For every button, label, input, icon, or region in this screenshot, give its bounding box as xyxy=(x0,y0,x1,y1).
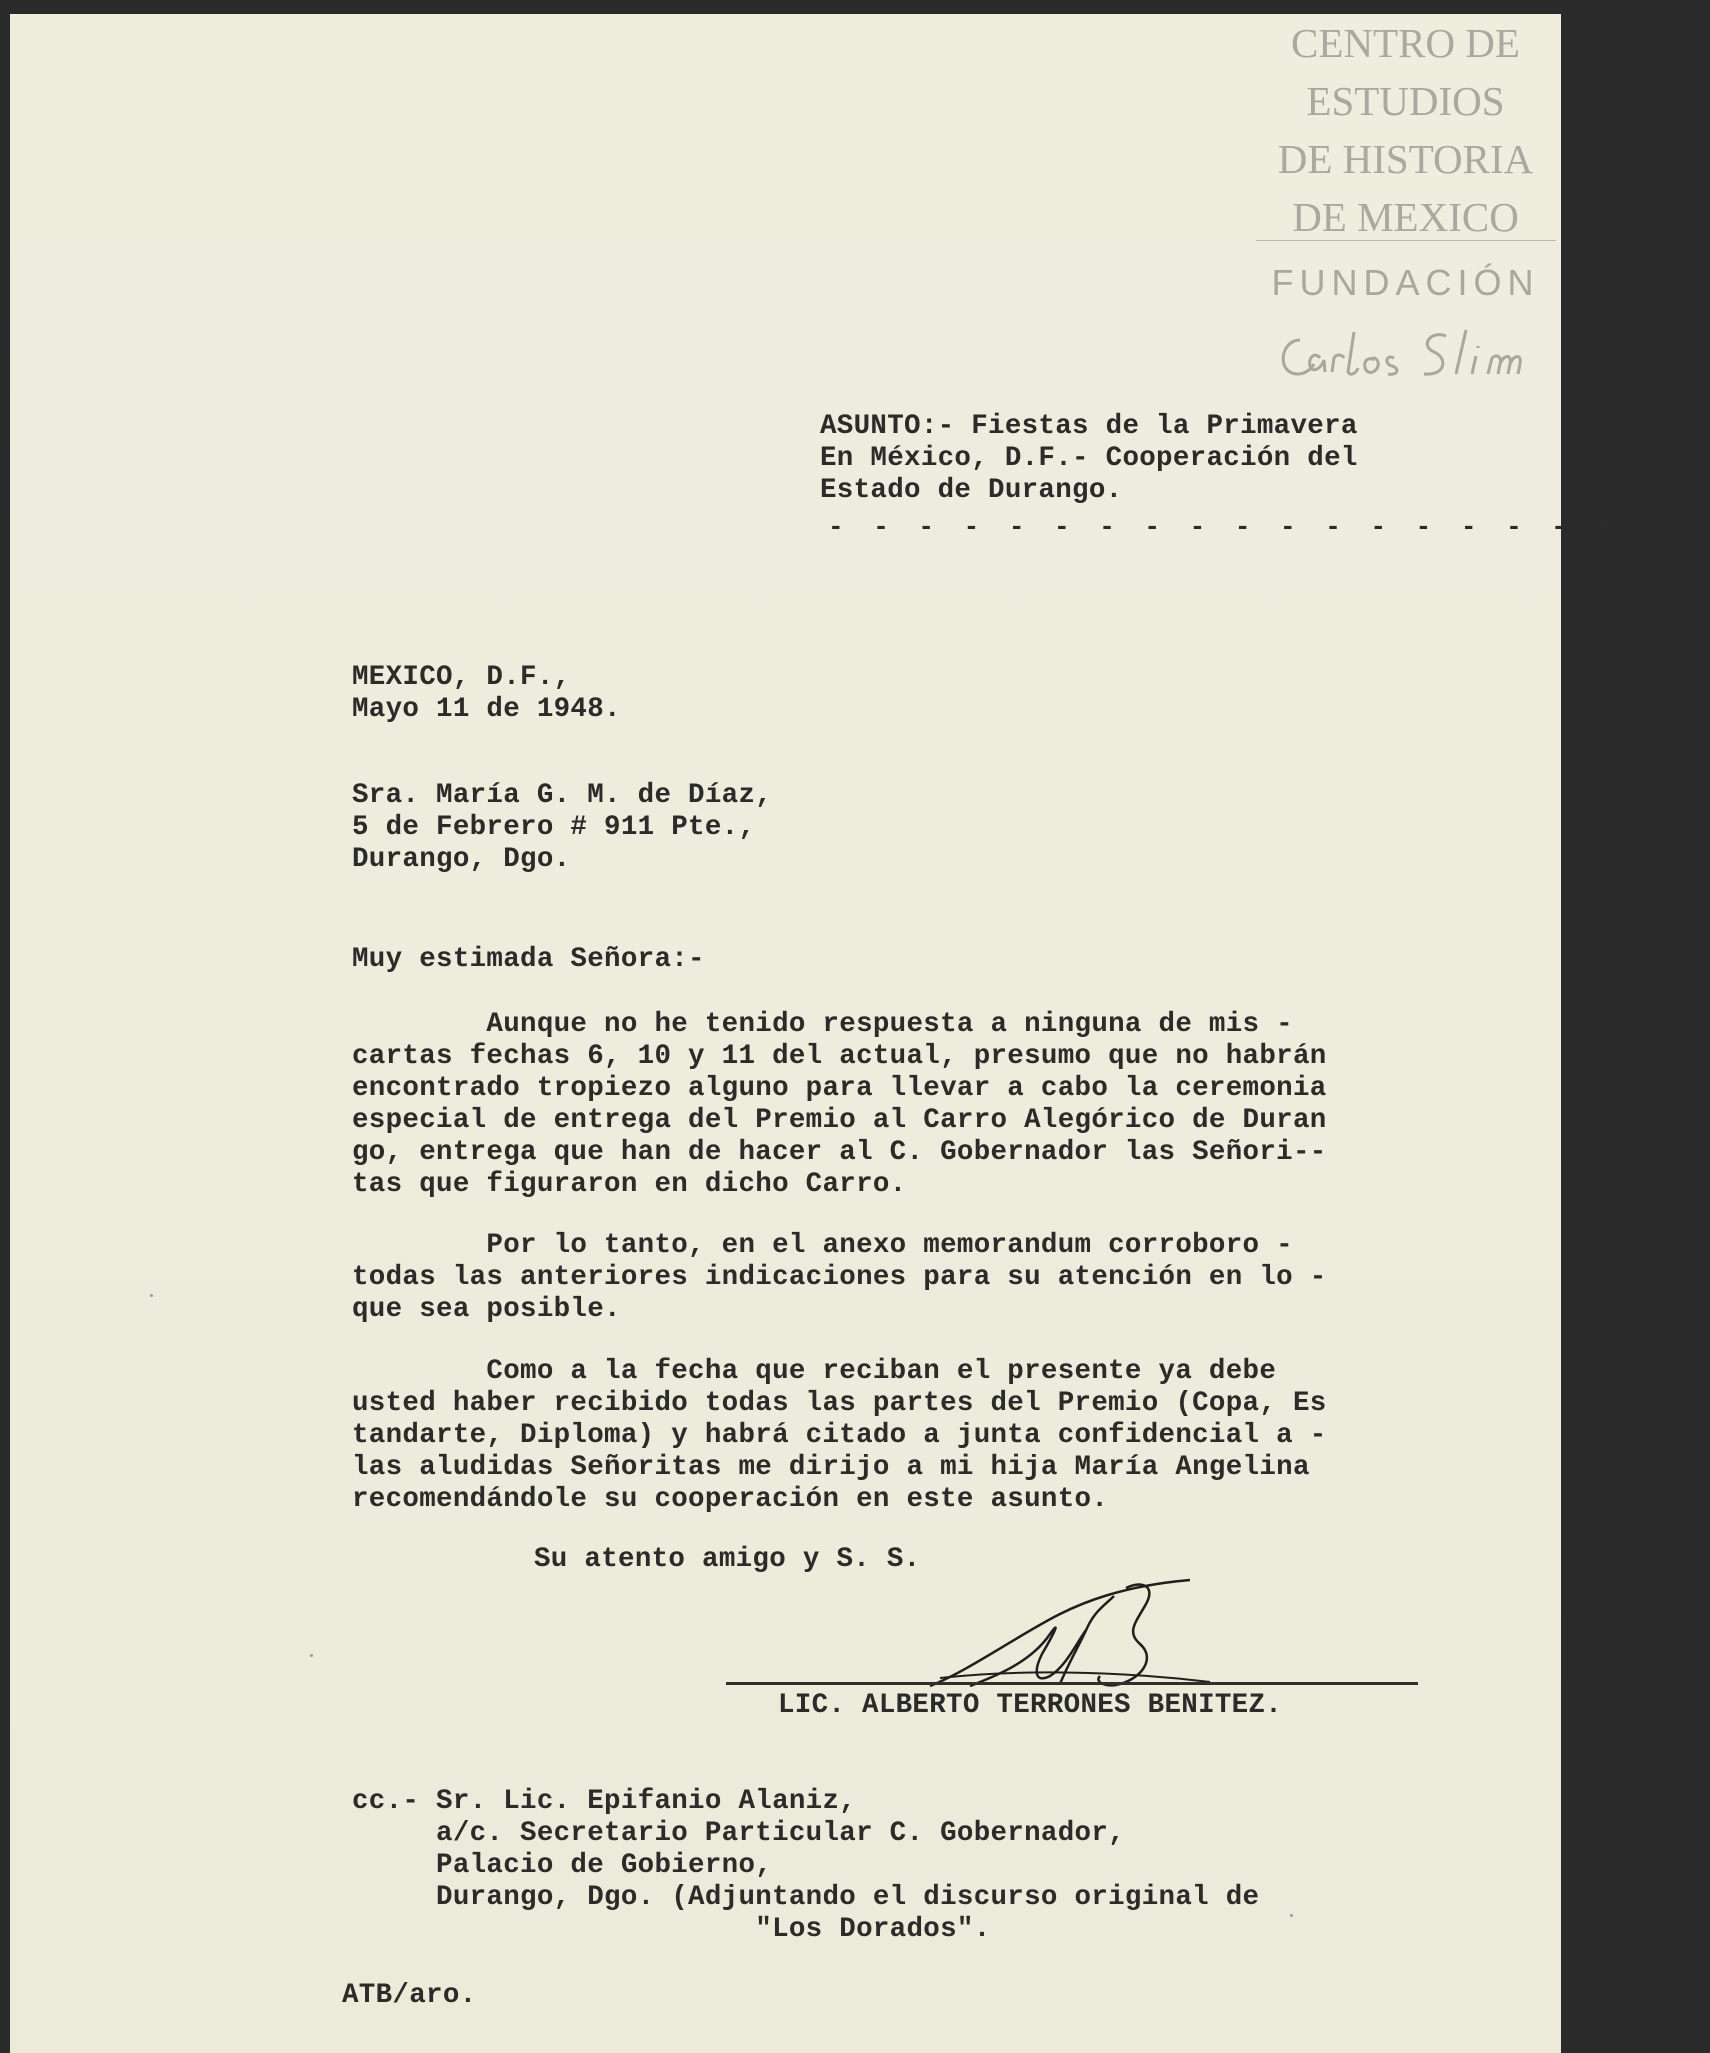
subject-line-2: En México, D.F.- Cooperación del xyxy=(820,443,1358,474)
letter-page xyxy=(10,14,1710,2053)
body-p1-line-2: cartas fechas 6, 10 y 11 del actual, presumo que no habrán xyxy=(352,1041,1327,1072)
signature-rule xyxy=(726,1682,1418,1685)
watermark-line-3: DE HISTORIA xyxy=(1277,136,1534,182)
cc-line-3: Palacio de Gobierno, xyxy=(352,1850,773,1881)
watermark-foundation: FUNDACIÓN xyxy=(1271,262,1540,303)
recipient-address: 5 de Febrero # 911 Pte., xyxy=(352,812,756,843)
salutation: Muy estimada Señora:- xyxy=(352,944,705,975)
watermark-divider xyxy=(1256,240,1556,241)
body-p1-line-1: Aunque no he tenido respuesta a ninguna de mis - xyxy=(352,1009,1293,1040)
closing: Su atento amigo y S. S. xyxy=(534,1544,921,1575)
recipient-city: Durango, Dgo. xyxy=(352,844,571,875)
subject-line-1: ASUNTO:- Fiestas de la Primavera xyxy=(820,411,1358,442)
body-p3-line-2: usted haber recibido todas las partes del Premio (Copa, Es xyxy=(352,1388,1327,1419)
body-p3-line-5: recomendándole su cooperación en este asunto. xyxy=(352,1484,1109,1515)
body-p2-line-1: Por lo tanto, en el anexo memorandum corroboro - xyxy=(352,1230,1293,1261)
watermark-line-1: CENTRO DE xyxy=(1291,20,1520,66)
foundation-signature-logo xyxy=(1270,322,1560,392)
recipient-name: Sra. María G. M. de Díaz, xyxy=(352,780,773,811)
paper-speck xyxy=(310,1654,313,1657)
typist-initials: ATB/aro. xyxy=(342,1980,477,2011)
subject-line-3: Estado de Durango. xyxy=(820,475,1123,506)
cc-line-5: "Los Dorados". xyxy=(352,1914,991,1945)
place-line: MEXICO, D.F., xyxy=(352,662,571,693)
cc-line-2: a/c. Secretario Particular C. Gobernador, xyxy=(352,1818,1125,1849)
body-p3-line-4: las aludidas Señoritas me dirijo a mi hija María Angelina xyxy=(352,1452,1310,1483)
cc-line-1: cc.- Sr. Lic. Epifanio Alaniz, xyxy=(352,1786,857,1817)
date-line: Mayo 11 de 1948. xyxy=(352,694,621,725)
subject-dash-rule: - - - - - - - - - - - - - - - - - - - - xyxy=(828,512,1710,542)
body-p2-line-2: todas las anteriores indicaciones para su atención en lo - xyxy=(352,1262,1327,1293)
paper-speck xyxy=(1290,1914,1293,1917)
watermark-line-4: DE MEXICO xyxy=(1292,194,1519,240)
watermark-line-2: ESTUDIOS xyxy=(1306,78,1505,124)
body-p1-line-3: encontrado tropiezo alguno para llevar a cabo la ceremonia xyxy=(352,1073,1327,1104)
cc-line-4: Durango, Dgo. (Adjuntando el discurso original de xyxy=(352,1882,1260,1913)
archive-watermark xyxy=(1250,14,1561,404)
paper-speck xyxy=(150,1294,153,1297)
body-p3-line-3: tandarte, Diploma) y habrá citado a junta confidencial a - xyxy=(352,1420,1327,1451)
body-p3-line-1: Como a la fecha que reciban el presente ya debe xyxy=(352,1356,1277,1387)
signer-name: LIC. ALBERTO TERRONES BENITEZ. xyxy=(778,1690,1283,1721)
body-p2-line-3: que sea posible. xyxy=(352,1294,621,1325)
body-p1-line-4: especial de entrega del Premio al Carro Alegórico de Duran xyxy=(352,1105,1327,1136)
body-p1-line-5: go, entrega que han de hacer al C. Gobernador las Señori-- xyxy=(352,1137,1327,1168)
body-p1-line-6: tas que figuraron en dicho Carro. xyxy=(352,1169,907,1200)
